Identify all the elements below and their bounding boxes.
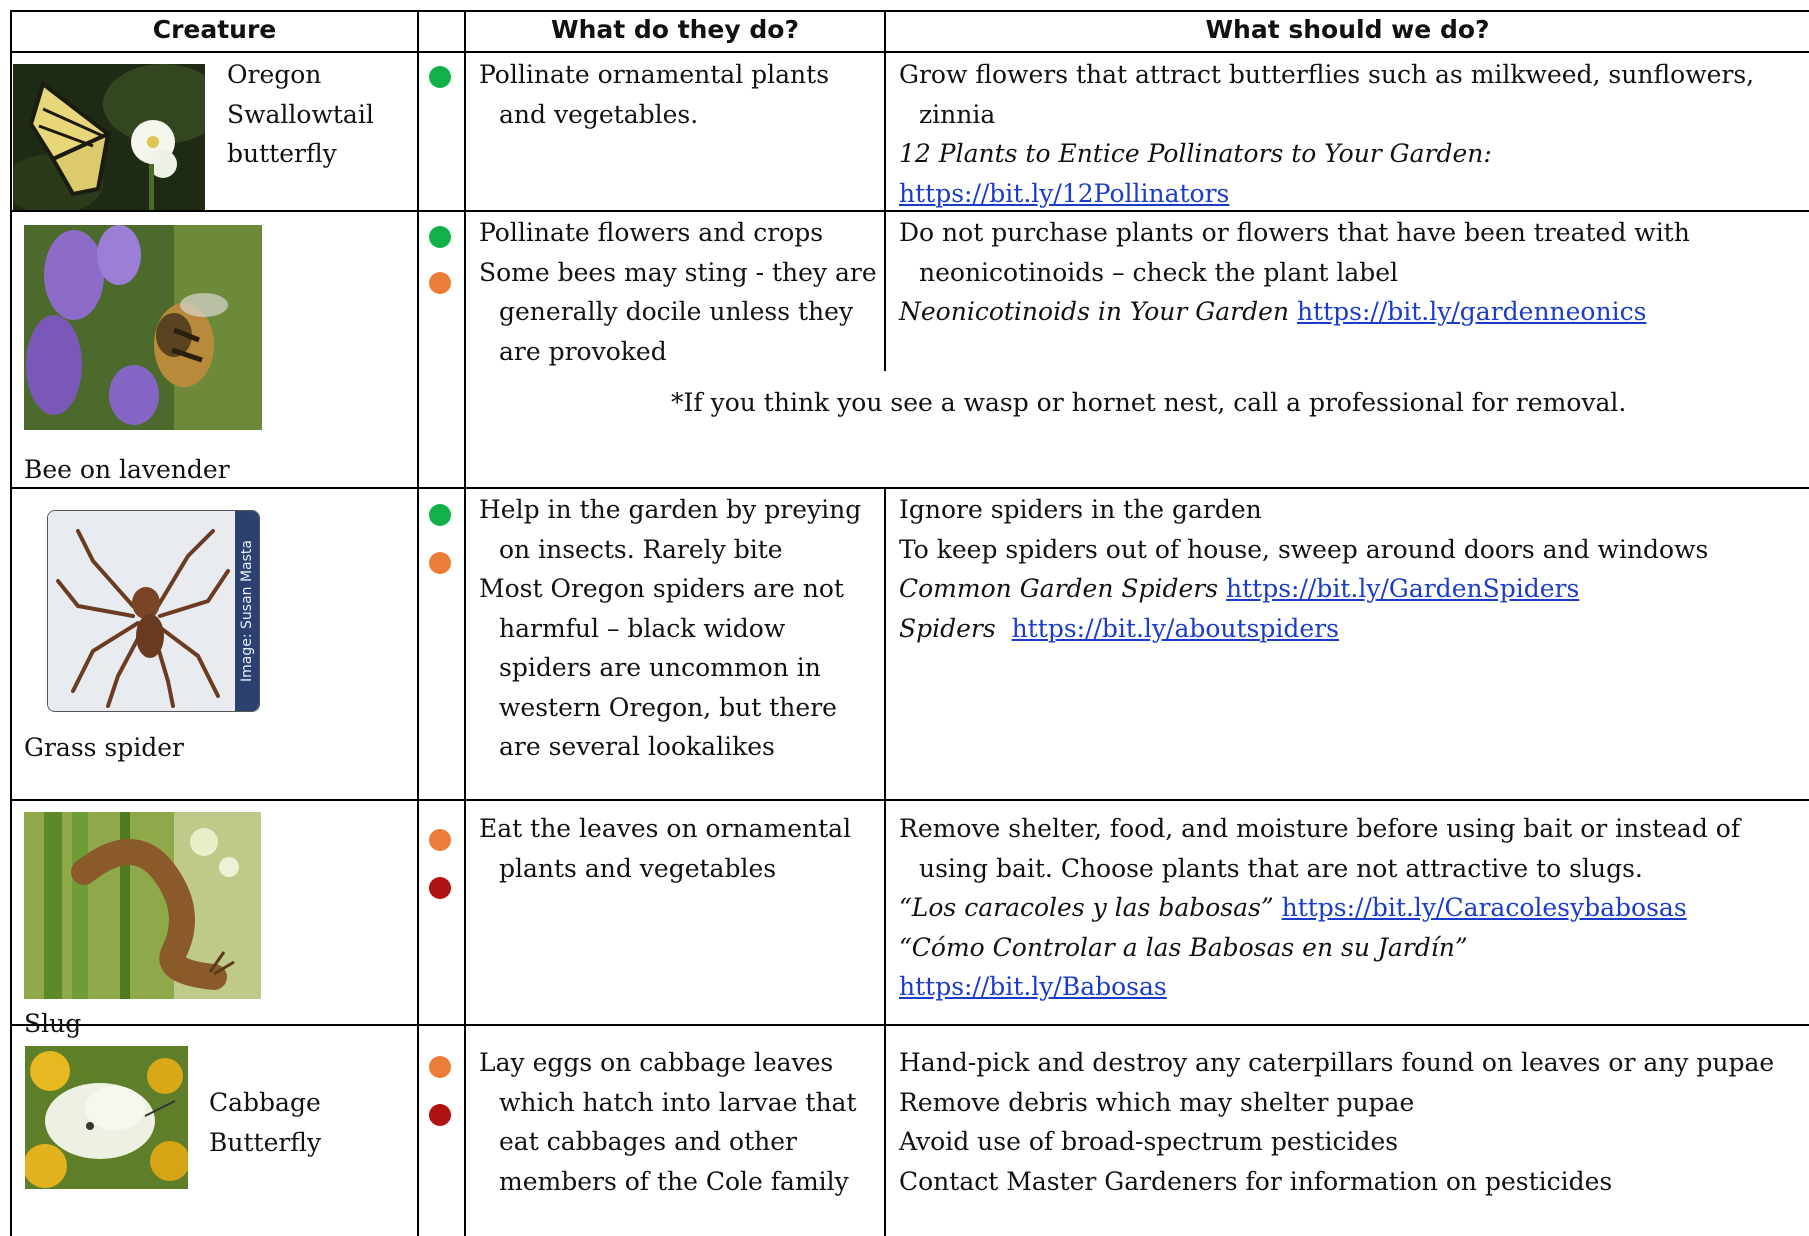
text-line: Remove shelter, food, and moisture before using bait or instead of: [899, 814, 1741, 843]
what-we-do-text: [899, 490, 1708, 648]
header-divider: [10, 51, 1809, 53]
row-divider: [10, 487, 1809, 489]
slug-photo: [24, 812, 261, 999]
caution-indicator: [429, 272, 451, 294]
reference-link[interactable]: https://bit.ly/Caracolesybabosas: [1281, 893, 1687, 922]
cabbage-butterfly-photo: [25, 1046, 188, 1189]
text-line: harmful – black widow: [499, 613, 786, 643]
text-line: Lay eggs on cabbage leaves: [479, 1048, 834, 1077]
what-we-do-text: [899, 55, 1754, 213]
caution-indicator: [429, 829, 451, 851]
beneficial-indicator: [429, 226, 451, 248]
creature-name-line: Oregon: [227, 60, 322, 89]
image-credit: Image: Susan Masta: [235, 511, 259, 711]
text-line: spiders are uncommon in: [499, 653, 821, 682]
bee-on-lavender-photo: [24, 225, 262, 430]
creature-name-line: butterfly: [227, 139, 337, 168]
text-line: are provoked: [499, 336, 667, 366]
text-line: western Oregon, but there: [499, 692, 837, 722]
reference-title: 12 Plants to Entice Pollinators to Your Garden:: [899, 139, 1492, 168]
creature-name: [209, 1083, 321, 1162]
text-line: zinnia: [919, 99, 996, 129]
reference-link[interactable]: https://bit.ly/Babosas: [899, 972, 1167, 1001]
text-line: Help in the garden by preying: [479, 495, 862, 524]
text-line: which hatch into larvae that: [499, 1087, 857, 1117]
text-line: plants and vegetables: [499, 853, 777, 883]
creature-name-line: Butterfly: [209, 1127, 322, 1157]
text-line: are several lookalikes: [499, 732, 775, 761]
text-line: neonicotinoids – check the plant label: [919, 257, 1399, 287]
reference-link[interactable]: https://bit.ly/aboutspiders: [1011, 613, 1339, 643]
creature-name-line: Swallowtail: [227, 99, 374, 129]
beneficial-indicator: [429, 504, 451, 526]
harmful-indicator: [429, 877, 451, 899]
creature-name: Bee on lavender: [24, 455, 230, 484]
text-line: To keep spiders out of house, sweep around doors and windows: [899, 534, 1709, 564]
creature-name: Grass spider: [24, 733, 185, 762]
text-line: and vegetables.: [499, 99, 699, 129]
what-they-do-text: [479, 490, 861, 767]
what-they-do-text: [479, 213, 877, 371]
text-line: Eat the leaves on ornamental: [479, 814, 852, 843]
text-line: eat cabbages and other: [499, 1127, 797, 1156]
header-what-they-do: What do they do?: [551, 15, 799, 44]
wasp-nest-note: *If you think you see a wasp or hornet nest, call a professional for removal.: [671, 388, 1627, 417]
caution-indicator: [429, 552, 451, 574]
creature-name: Slug: [24, 1009, 82, 1038]
text-line: using bait. Choose plants that are not attractive to slugs.: [919, 853, 1643, 883]
what-they-do-text: [479, 809, 851, 888]
beneficial-indicator: [429, 66, 451, 88]
reference-title: “Los caracoles y las babosas”: [899, 893, 1274, 922]
what-we-do-text: [899, 1043, 1774, 1201]
header-creature: Creature: [152, 15, 277, 44]
creature-name-line: Cabbage: [209, 1088, 321, 1117]
creature-name: [227, 55, 374, 174]
column-divider: [884, 487, 886, 1236]
reference-title: “Cómo Controlar a las Babosas en su Jardín”: [899, 932, 1468, 962]
reference-link[interactable]: https://bit.ly/12Pollinators: [899, 178, 1230, 208]
reference-link[interactable]: https://bit.ly/gardenneonics: [1296, 297, 1647, 326]
text-line: Most Oregon spiders are not: [479, 574, 844, 603]
grass-spider-photo: [47, 510, 260, 712]
reference-title: Neonicotinoids in Your Garden: [899, 297, 1289, 326]
text-line: members of the Cole family: [499, 1166, 849, 1196]
text-line: Grow flowers that attract butterflies such as milkweed, sunflowers,: [899, 60, 1755, 89]
text-line: Contact Master Gardeners for information on pesticides: [899, 1166, 1613, 1196]
row-divider: [10, 1024, 1809, 1026]
swallowtail-butterfly-photo: [13, 64, 205, 210]
text-line: Hand-pick and destroy any caterpillars found on leaves or any pupae: [899, 1048, 1775, 1077]
what-we-do-text: [899, 213, 1690, 332]
text-line: Do not purchase plants or flowers that have been treated with: [899, 218, 1690, 247]
column-divider: [464, 10, 466, 1236]
row-divider: [10, 799, 1809, 801]
text-line: Pollinate ornamental plants: [479, 60, 830, 89]
harmful-indicator: [429, 1104, 451, 1126]
text-line: Some bees may sting - they are: [479, 257, 877, 287]
text-line: on insects. Rarely bite: [499, 534, 783, 564]
what-they-do-text: [479, 55, 829, 134]
text-line: Avoid use of broad-spectrum pesticides: [899, 1127, 1399, 1156]
caution-indicator: [429, 1056, 451, 1078]
text-line: Ignore spiders in the garden: [899, 495, 1262, 524]
column-divider: [417, 10, 419, 1236]
text-line: Remove debris which may shelter pupae: [899, 1087, 1415, 1117]
what-we-do-text: [899, 809, 1740, 1007]
text-line: Pollinate flowers and crops: [479, 218, 824, 247]
text-line: generally docile unless they: [499, 297, 854, 326]
reference-title: Spiders: [899, 613, 996, 643]
reference-title: Common Garden Spiders: [899, 574, 1219, 603]
reference-link[interactable]: https://bit.ly/GardenSpiders: [1226, 574, 1580, 603]
what-they-do-text: [479, 1043, 857, 1201]
column-divider: [884, 10, 886, 371]
table-border-left: [10, 10, 12, 1236]
header-what-we-do: What should we do?: [1205, 15, 1490, 44]
